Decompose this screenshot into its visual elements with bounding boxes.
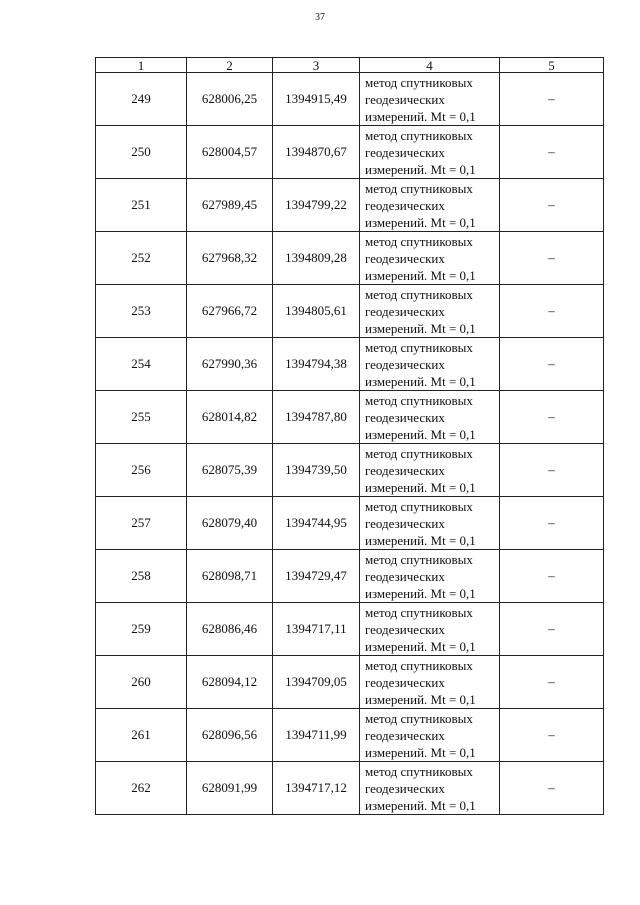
point-number-cell: 261 — [96, 709, 187, 762]
y-coordinate-cell: 1394717,11 — [273, 603, 360, 656]
note-cell: – — [500, 497, 604, 550]
y-coordinate-cell: 1394915,49 — [273, 73, 360, 126]
table-row — [96, 550, 604, 603]
method-line: геодезических — [365, 515, 445, 531]
page-number: 37 — [315, 12, 325, 23]
method-line: измерений. Mt = 0,1 — [365, 532, 476, 548]
method-cell — [360, 232, 500, 285]
point-number-cell: 255 — [96, 391, 187, 444]
column-header-4: 4 — [360, 58, 500, 73]
note-cell: – — [500, 444, 604, 497]
method-line: измерений. Mt = 0,1 — [365, 320, 476, 336]
point-number-cell: 249 — [96, 73, 187, 126]
point-number-cell: 254 — [96, 338, 187, 391]
table-row — [96, 232, 604, 285]
method-line: метод спутниковых — [365, 339, 473, 355]
x-coordinate-cell: 628086,46 — [187, 603, 273, 656]
method-line: метод спутниковых — [365, 498, 473, 514]
point-number-cell: 250 — [96, 126, 187, 179]
y-coordinate-cell: 1394729,47 — [273, 550, 360, 603]
method-line: метод спутниковых — [365, 763, 473, 779]
method-line: метод спутниковых — [365, 286, 473, 302]
method-cell — [360, 656, 500, 709]
note-cell: – — [500, 709, 604, 762]
method-line: измерений. Mt = 0,1 — [365, 744, 476, 760]
method-line: измерений. Mt = 0,1 — [365, 108, 476, 124]
table-row — [96, 709, 604, 762]
x-coordinate-cell: 628096,56 — [187, 709, 273, 762]
coordinates-table — [95, 57, 604, 815]
method-line: метод спутниковых — [365, 180, 473, 196]
point-number-cell: 251 — [96, 179, 187, 232]
method-cell — [360, 179, 500, 232]
note-cell: – — [500, 656, 604, 709]
y-coordinate-cell: 1394739,50 — [273, 444, 360, 497]
method-line: измерений. Mt = 0,1 — [365, 691, 476, 707]
method-line: измерений. Mt = 0,1 — [365, 373, 476, 389]
y-coordinate-cell: 1394744,95 — [273, 497, 360, 550]
column-header-1: 1 — [96, 58, 187, 73]
method-line: измерений. Mt = 0,1 — [365, 797, 476, 813]
note-cell: – — [500, 179, 604, 232]
x-coordinate-cell: 628094,12 — [187, 656, 273, 709]
method-cell — [360, 73, 500, 126]
method-line: геодезических — [365, 144, 445, 160]
y-coordinate-cell: 1394717,12 — [273, 762, 360, 815]
x-coordinate-cell: 628014,82 — [187, 391, 273, 444]
note-cell: – — [500, 285, 604, 338]
method-line: метод спутниковых — [365, 710, 473, 726]
method-line: геодезических — [365, 409, 445, 425]
method-line: геодезических — [365, 568, 445, 584]
note-cell: – — [500, 603, 604, 656]
method-line: метод спутниковых — [365, 74, 473, 90]
y-coordinate-cell: 1394787,80 — [273, 391, 360, 444]
note-cell: – — [500, 338, 604, 391]
method-line: измерений. Mt = 0,1 — [365, 426, 476, 442]
y-coordinate-cell: 1394809,28 — [273, 232, 360, 285]
point-number-cell: 257 — [96, 497, 187, 550]
x-coordinate-cell: 628075,39 — [187, 444, 273, 497]
method-cell — [360, 603, 500, 656]
table-row — [96, 338, 604, 391]
method-line: геодезических — [365, 621, 445, 637]
x-coordinate-cell: 627968,32 — [187, 232, 273, 285]
x-coordinate-cell: 627966,72 — [187, 285, 273, 338]
table-row — [96, 285, 604, 338]
y-coordinate-cell: 1394870,67 — [273, 126, 360, 179]
method-line: геодезических — [365, 674, 445, 690]
table-row — [96, 444, 604, 497]
y-coordinate-cell: 1394711,99 — [273, 709, 360, 762]
method-cell — [360, 391, 500, 444]
column-header-5: 5 — [500, 58, 604, 73]
note-cell: – — [500, 73, 604, 126]
y-coordinate-cell: 1394805,61 — [273, 285, 360, 338]
table-row — [96, 656, 604, 709]
table-row — [96, 73, 604, 126]
point-number-cell: 252 — [96, 232, 187, 285]
table-row — [96, 126, 604, 179]
table-body — [96, 58, 604, 815]
note-cell: – — [500, 391, 604, 444]
method-line: геодезических — [365, 780, 445, 796]
method-cell — [360, 709, 500, 762]
method-line: измерений. Mt = 0,1 — [365, 585, 476, 601]
x-coordinate-cell: 628006,25 — [187, 73, 273, 126]
table-row — [96, 762, 604, 815]
y-coordinate-cell: 1394709,05 — [273, 656, 360, 709]
method-line: измерений. Mt = 0,1 — [365, 267, 476, 283]
x-coordinate-cell: 628098,71 — [187, 550, 273, 603]
point-number-cell: 253 — [96, 285, 187, 338]
method-line: геодезических — [365, 250, 445, 266]
x-coordinate-cell: 627989,45 — [187, 179, 273, 232]
method-line: измерений. Mt = 0,1 — [365, 479, 476, 495]
table-header-row — [96, 58, 604, 73]
method-cell — [360, 497, 500, 550]
point-number-cell: 260 — [96, 656, 187, 709]
method-line: геодезических — [365, 197, 445, 213]
method-line: метод спутниковых — [365, 233, 473, 249]
x-coordinate-cell: 628079,40 — [187, 497, 273, 550]
point-number-cell: 256 — [96, 444, 187, 497]
y-coordinate-cell: 1394799,22 — [273, 179, 360, 232]
method-line: геодезических — [365, 462, 445, 478]
column-header-2: 2 — [187, 58, 273, 73]
note-cell: – — [500, 232, 604, 285]
table-row — [96, 603, 604, 656]
method-line: измерений. Mt = 0,1 — [365, 161, 476, 177]
method-line: метод спутниковых — [365, 445, 473, 461]
point-number-cell: 259 — [96, 603, 187, 656]
table-row — [96, 497, 604, 550]
method-line: метод спутниковых — [365, 127, 473, 143]
y-coordinate-cell: 1394794,38 — [273, 338, 360, 391]
method-line: измерений. Mt = 0,1 — [365, 214, 476, 230]
method-line: измерений. Mt = 0,1 — [365, 638, 476, 654]
x-coordinate-cell: 628091,99 — [187, 762, 273, 815]
column-header-3: 3 — [273, 58, 360, 73]
method-cell — [360, 444, 500, 497]
method-line: геодезических — [365, 727, 445, 743]
method-cell — [360, 126, 500, 179]
method-cell — [360, 285, 500, 338]
method-line: метод спутниковых — [365, 604, 473, 620]
method-line: геодезических — [365, 91, 445, 107]
note-cell: – — [500, 762, 604, 815]
note-cell: – — [500, 550, 604, 603]
point-number-cell: 258 — [96, 550, 187, 603]
method-line: метод спутниковых — [365, 392, 473, 408]
table-row — [96, 179, 604, 232]
method-cell — [360, 550, 500, 603]
x-coordinate-cell: 628004,57 — [187, 126, 273, 179]
table-row — [96, 391, 604, 444]
method-line: геодезических — [365, 356, 445, 372]
method-line: геодезических — [365, 303, 445, 319]
method-cell — [360, 338, 500, 391]
note-cell: – — [500, 126, 604, 179]
method-cell — [360, 762, 500, 815]
point-number-cell: 262 — [96, 762, 187, 815]
method-line: метод спутниковых — [365, 657, 473, 673]
x-coordinate-cell: 627990,36 — [187, 338, 273, 391]
method-line: метод спутниковых — [365, 551, 473, 567]
